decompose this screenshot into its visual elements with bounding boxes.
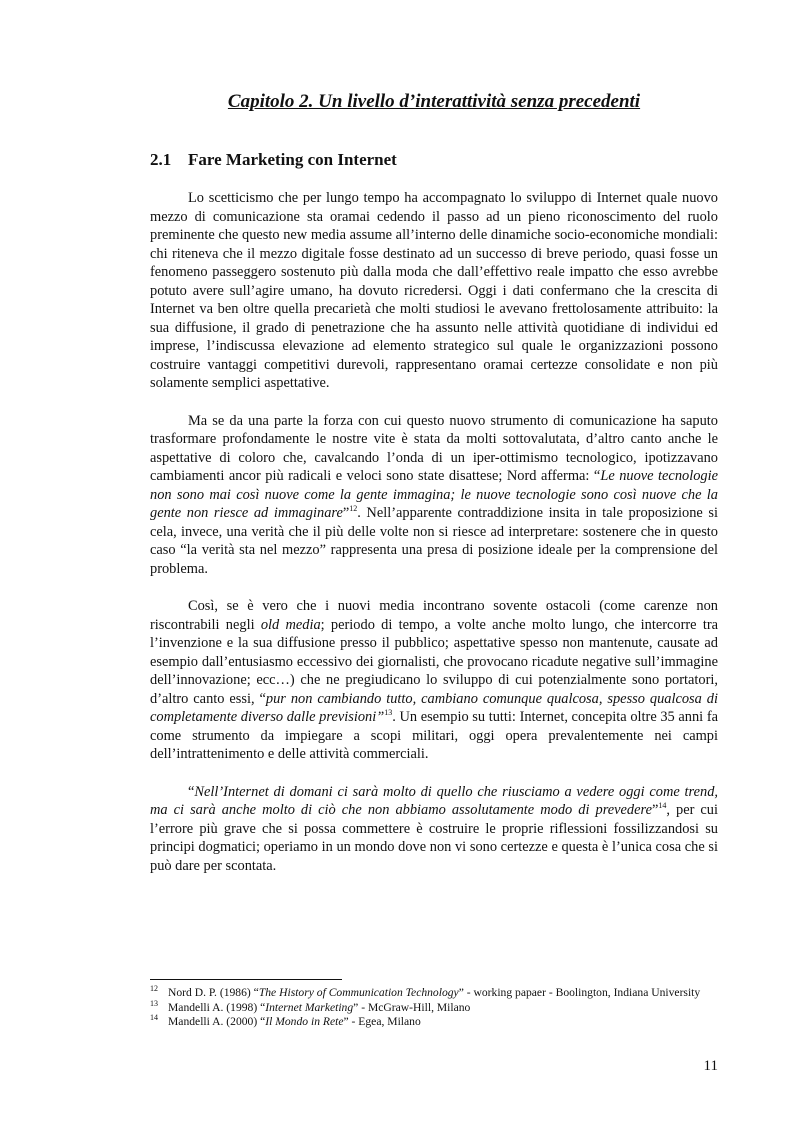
text-run: ” <box>342 505 350 521</box>
italic-text: old media <box>260 616 321 633</box>
footnote-reference: 13 <box>384 708 393 718</box>
text-run: ” - McGraw-Hill, Milano <box>353 1000 471 1014</box>
chapter-title: Capitolo 2. Un livello d’interattività senza precedenti <box>227 91 641 112</box>
body-text <box>150 189 718 894</box>
footnote <box>150 1015 718 1030</box>
text-run: ; periodo di tempo, a volte anche molto lungo, che intercorre tra l’invenzione e la sua diffusione presso il pubblico; aspettative spesso non mantenute, causate ad esempio dall’entusiasmo eccessivo dei giornalisti, che provocano ricadute negative sull’immagine dell’innovazione; ecc…) che ne pregiudicano lo sviluppo di cui potenzialmente sono portatori, d’altro canto essi, “ <box>150 616 719 707</box>
text-run: ” - Egea, Milano <box>343 1015 421 1029</box>
footnote-mark: 13 <box>150 998 158 1008</box>
footnote-mark: 12 <box>150 984 158 994</box>
footnote-reference: 14 <box>658 801 667 811</box>
text-run: , per cui l’errore più grave che si possa commettere è costruire le proprie riflessioni fossilizzandosi su principi dogmatici; operiamo in un mondo dove non vi sono certezze e questa è l’unica cosa che si può dare per scontata. <box>150 802 719 874</box>
footnote-mark: 14 <box>150 1013 158 1023</box>
text-run: Ma se da una parte la forza con cui questo nuovo strumento di comunicazione ha saputo trasformare profondamente le nostre vite è stata da molti sottovalutata, d’altro canto anche le aspettative di coloro che, cavalcando l’onda di un iper-ottimismo tecnologico, ipotizzavano cambiamenti ancor più radicali e veloci sono state disattese; Nord afferma: “ <box>150 412 718 484</box>
text-run: Mandelli A. (1998) “ <box>168 1000 266 1014</box>
section-heading <box>150 148 397 172</box>
paragraph <box>150 783 718 876</box>
text-run: “ <box>188 783 195 800</box>
paragraph <box>150 597 718 764</box>
text-run: Nord D. P. (1986) “ <box>168 986 259 999</box>
text-run: Mandelli A. (2000) “ <box>168 1015 266 1029</box>
italic-text: Nell’Internet di domani ci sarà molto di quello che riusciamo a vedere oggi come trend, ma ci sarà anche molto di ciò che non abbiamo assolutamente modo di prevedere <box>150 783 718 818</box>
footnote-reference: 12 <box>349 504 358 514</box>
text-run: . Un esempio su tutti: Internet, concepita oltre 35 anni fa come strumento da impiegare a scopi militari, oggi opera prevalentemente nei campi dell’intrattenimento e delle attività commerciali. <box>150 709 718 762</box>
text-run: Così, se è vero che i nuovi media incontrano sovente ostacoli (come carenze non riscontrabili negli <box>150 598 718 633</box>
italic-text: Le nuove tecnologie non sono mai così nuove come la gente immagina; le nuove tecnologie sono così nuove che la gente non riesce ad immaginare <box>150 468 718 521</box>
section-number: 2.1 <box>150 150 172 169</box>
paragraph <box>150 189 718 393</box>
text-run: ” - working papaer - Boolington, Indiana University <box>458 986 701 999</box>
text-run: Lo scetticismo che per lungo tempo ha accompagnato lo sviluppo di Internet quale nuovo mezzo di comunicazione sta oramai cedendo il passo ad un pieno riconoscimento del ruolo preminente che questo new media assume all’interno delle dinamiche socio-economiche mondiali: chi riteneva che il mezzo digitale fosse destinato ad un successo di breve periodo, quasi fosse un fenomeno passeggero sostenuto più dalla moda che dall’effettivo reale impatto che esso avrebbe potuto avere sull’agire umano, ha dovuto ricredersi. Oggi i dati confermano che la crescita di Internet va ben oltre quella precarietà che molti studiosi le avevano frettolosamente attribuito: la sua diffusione, il grado di penetrazione che ha assunto nelle attività quotidiane di individui ed imprese, l’indiscussa elevazione ad elemento strategico sul quale le organizzazioni possono costruire vantaggi competitivi durevoli, rappresentano oramai certezze consolidate e non più solamente semplici aspettative. <box>150 190 718 391</box>
section-title: Fare Marketing con Internet <box>188 150 397 169</box>
footnote-separator <box>150 979 342 980</box>
italic-text: The History of Communication Technology <box>258 986 459 999</box>
page-number: 11 <box>703 1058 718 1074</box>
italic-text: Internet Marketing <box>265 1000 354 1014</box>
footnote <box>150 998 718 1016</box>
footnote <box>150 986 718 1001</box>
italic-text: pur non cambiando tutto, cambiano comunque qualcosa, spesso qualcosa di completamente diverso dalle previsioni” <box>150 690 718 725</box>
text-run: ” <box>651 802 659 818</box>
paragraph <box>150 412 718 579</box>
footnotes <box>150 986 718 1030</box>
italic-text: Il Mondo in Rete <box>265 1015 344 1029</box>
text-run: . Nell’apparente contraddizione insita in tale proposizione si cela, invece, una verità che il più delle volte non si riesce ad interpretare: sostenere che in questo caso “la verità sta nel mezzo” rappresenta una presa di posizione ideale per la comprensione del problema. <box>150 505 718 577</box>
